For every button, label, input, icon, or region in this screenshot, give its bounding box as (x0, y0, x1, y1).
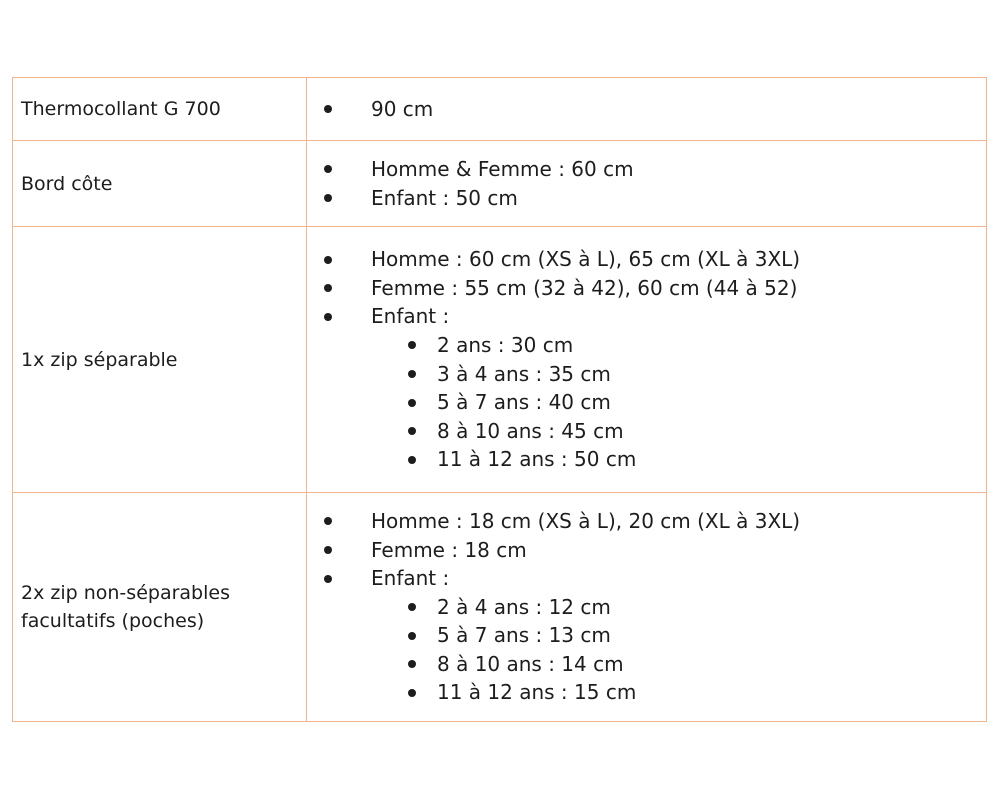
row-label-text-line1: 2x zip non-séparables (21, 582, 230, 604)
sub-list-item: 2 à 4 ans : 12 cm (307, 593, 986, 622)
sub-list-item: 8 à 10 ans : 14 cm (307, 650, 986, 679)
list-item: Homme : 18 cm (XS à L), 20 cm (XL à 3XL) (307, 507, 986, 536)
sub-list-item: 11 à 12 ans : 15 cm (307, 678, 986, 707)
row-label (13, 493, 307, 722)
sub-list-item: 11 à 12 ans : 50 cm (307, 445, 986, 474)
spec-table (12, 77, 987, 722)
row-label (13, 141, 307, 227)
sub-list-item: 5 à 7 ans : 13 cm (307, 621, 986, 650)
list-item: Enfant : (307, 302, 986, 331)
row-label-text-line2: facultatifs (poches) (21, 610, 205, 632)
table-row (13, 227, 987, 493)
bullet-list (307, 155, 986, 212)
row-label-text: 1x zip séparable (21, 348, 178, 371)
row-value (307, 141, 987, 227)
list-item: Enfant : 50 cm (307, 184, 986, 213)
list-item: Homme & Femme : 60 cm (307, 155, 986, 184)
sub-list-item: 5 à 7 ans : 40 cm (307, 388, 986, 417)
table-row (13, 493, 987, 722)
sub-list-item: 8 à 10 ans : 45 cm (307, 417, 986, 446)
row-label-text: Bord côte (21, 172, 113, 195)
row-label-text: Thermocollant G 700 (21, 98, 221, 120)
list-item: Femme : 55 cm (32 à 42), 60 cm (44 à 52) (307, 274, 986, 303)
row-value (307, 493, 987, 722)
sub-bullet-list (307, 331, 986, 474)
list-item: 90 cm (307, 95, 986, 124)
table-row (13, 78, 987, 141)
row-value (307, 78, 987, 141)
row-label (13, 227, 307, 493)
table-row (13, 141, 987, 227)
sub-bullet-list (307, 593, 986, 707)
list-item: Femme : 18 cm (307, 536, 986, 565)
bullet-list (307, 245, 986, 331)
list-item: Enfant : (307, 564, 986, 593)
list-item: Homme : 60 cm (XS à L), 65 cm (XL à 3XL) (307, 245, 986, 274)
sub-list-item: 2 ans : 30 cm (307, 331, 986, 360)
sub-list-item: 3 à 4 ans : 35 cm (307, 360, 986, 389)
bullet-list (307, 507, 986, 593)
bullet-list (307, 95, 986, 124)
row-value (307, 227, 987, 493)
row-label (13, 78, 307, 141)
